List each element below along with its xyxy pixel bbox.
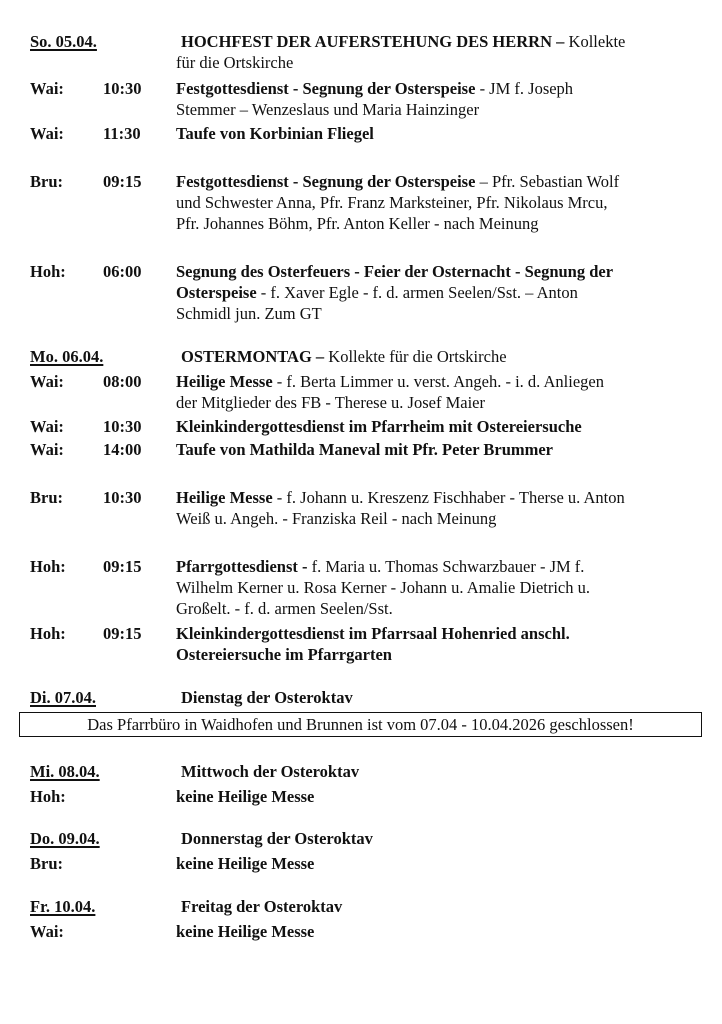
location: Wai: — [30, 372, 64, 391]
event-title: Heilige Messe — [176, 488, 273, 507]
office-closed-notice: Das Pfarrbüro in Waidhofen und Brunnen ist vom 07.04 - 10.04.2026 geschlossen! — [19, 712, 702, 737]
date-label: Fr. 10.04. — [30, 897, 96, 916]
location: Wai: — [30, 417, 64, 436]
time: 06:00 — [103, 262, 142, 281]
location: Hoh: — [30, 787, 66, 806]
date-label: So. 05.04. — [30, 32, 97, 51]
event-title: Taufe von Korbinian Fliegel — [176, 124, 374, 143]
location: Wai: — [30, 79, 64, 98]
feast-title: Dienstag der Osteroktav — [181, 688, 353, 707]
event-note: keine Heilige Messe — [176, 854, 315, 873]
event-detail: - f. Xaver Egle - f. d. armen Seelen/Sst. – Anton — [256, 283, 578, 302]
event-detail-line: Pfr. Johannes Böhm, Pfr. Anton Keller - nach Meinung — [176, 214, 539, 233]
event-detail: - f. Johann u. Kreszenz Fischhaber - Therse u. Anton — [272, 488, 625, 507]
event-title-cont: Ostereiersuche im Pfarrgarten — [176, 645, 392, 664]
event-detail-line: Weiß u. Angeh. - Franziska Reil - nach Meinung — [176, 509, 497, 528]
location: Wai: — [30, 922, 64, 941]
event-detail: – Pfr. Sebastian Wolf — [475, 172, 620, 191]
event-title: Taufe von Mathilda Maneval mit Pfr. Peter Brummer — [176, 440, 554, 459]
feast-title-line2: für die Ortskirche — [176, 53, 294, 72]
location: Bru: — [30, 488, 63, 507]
feast-title: HOCHFEST DER AUFERSTEHUNG DES HERRN – — [181, 32, 565, 51]
event-title: Festgottesdienst - Segnung der Osterspeise — [176, 79, 476, 98]
event-title: Festgottesdienst - Segnung der Osterspeise — [176, 172, 476, 191]
event-detail-line: Stemmer – Wenzeslaus und Maria Hainzinger — [176, 100, 480, 119]
time: 09:15 — [103, 624, 142, 643]
date-label: Di. 07.04. — [30, 688, 96, 707]
location: Hoh: — [30, 557, 66, 576]
location: Bru: — [30, 172, 63, 191]
time: 09:15 — [103, 557, 142, 576]
feast-title-rest: Kollekte — [564, 32, 626, 51]
event-detail-line: Großelt. - f. d. armen Seelen/Sst. — [176, 599, 393, 618]
event-detail-line: der Mitglieder des FB - Therese u. Josef Maier — [176, 393, 485, 412]
event-title: Kleinkindergottesdienst im Pfarrheim mit Ostereiersuche — [176, 417, 582, 436]
event-detail: - f. Berta Limmer u. verst. Angeh. - i. d. Anliegen — [272, 372, 604, 391]
event-detail: - JM f. Joseph — [475, 79, 574, 98]
event-title: Pfarrgottesdienst - — [176, 557, 308, 576]
time: 08:00 — [103, 372, 142, 391]
date-label: Do. 09.04. — [30, 829, 100, 848]
event-detail: f. Maria u. Thomas Schwarzbauer - JM f. — [307, 557, 585, 576]
location: Hoh: — [30, 262, 66, 281]
event-title: Kleinkindergottesdienst im Pfarrsaal Hohenried anschl. — [176, 624, 570, 643]
location: Bru: — [30, 854, 63, 873]
date-label: Mo. 06.04. — [30, 347, 104, 366]
location: Hoh: — [30, 624, 66, 643]
location: Wai: — [30, 440, 64, 459]
feast-title: OSTERMONTAG – — [181, 347, 325, 366]
event-title: Heilige Messe — [176, 372, 273, 391]
time: 11:30 — [103, 124, 141, 143]
date-label: Mi. 08.04. — [30, 762, 100, 781]
time: 09:15 — [103, 172, 142, 191]
time: 14:00 — [103, 440, 142, 459]
event-title: Segnung des Osterfeuers - Feier der Osternacht - Segnung der — [176, 262, 614, 281]
feast-title: Donnerstag der Osteroktav — [181, 829, 373, 848]
event-note: keine Heilige Messe — [176, 787, 315, 806]
feast-title-rest: Kollekte für die Ortskirche — [324, 347, 507, 366]
feast-title: Freitag der Osteroktav — [181, 897, 343, 916]
event-detail-line: Schmidl jun. Zum GT — [176, 304, 322, 323]
event-title-cont: Osterspeise — [176, 283, 257, 302]
event-detail-line: Wilhelm Kerner u. Rosa Kerner - Johann u. Amalie Dietrich u. — [176, 578, 591, 597]
time: 10:30 — [103, 488, 142, 507]
time: 10:30 — [103, 79, 142, 98]
event-note: keine Heilige Messe — [176, 922, 315, 941]
event-detail-line: und Schwester Anna, Pfr. Franz Marksteiner, Pfr. Nikolaus Mrcu, — [176, 193, 608, 212]
time: 10:30 — [103, 417, 142, 436]
location: Wai: — [30, 124, 64, 143]
feast-title: Mittwoch der Osteroktav — [181, 762, 360, 781]
